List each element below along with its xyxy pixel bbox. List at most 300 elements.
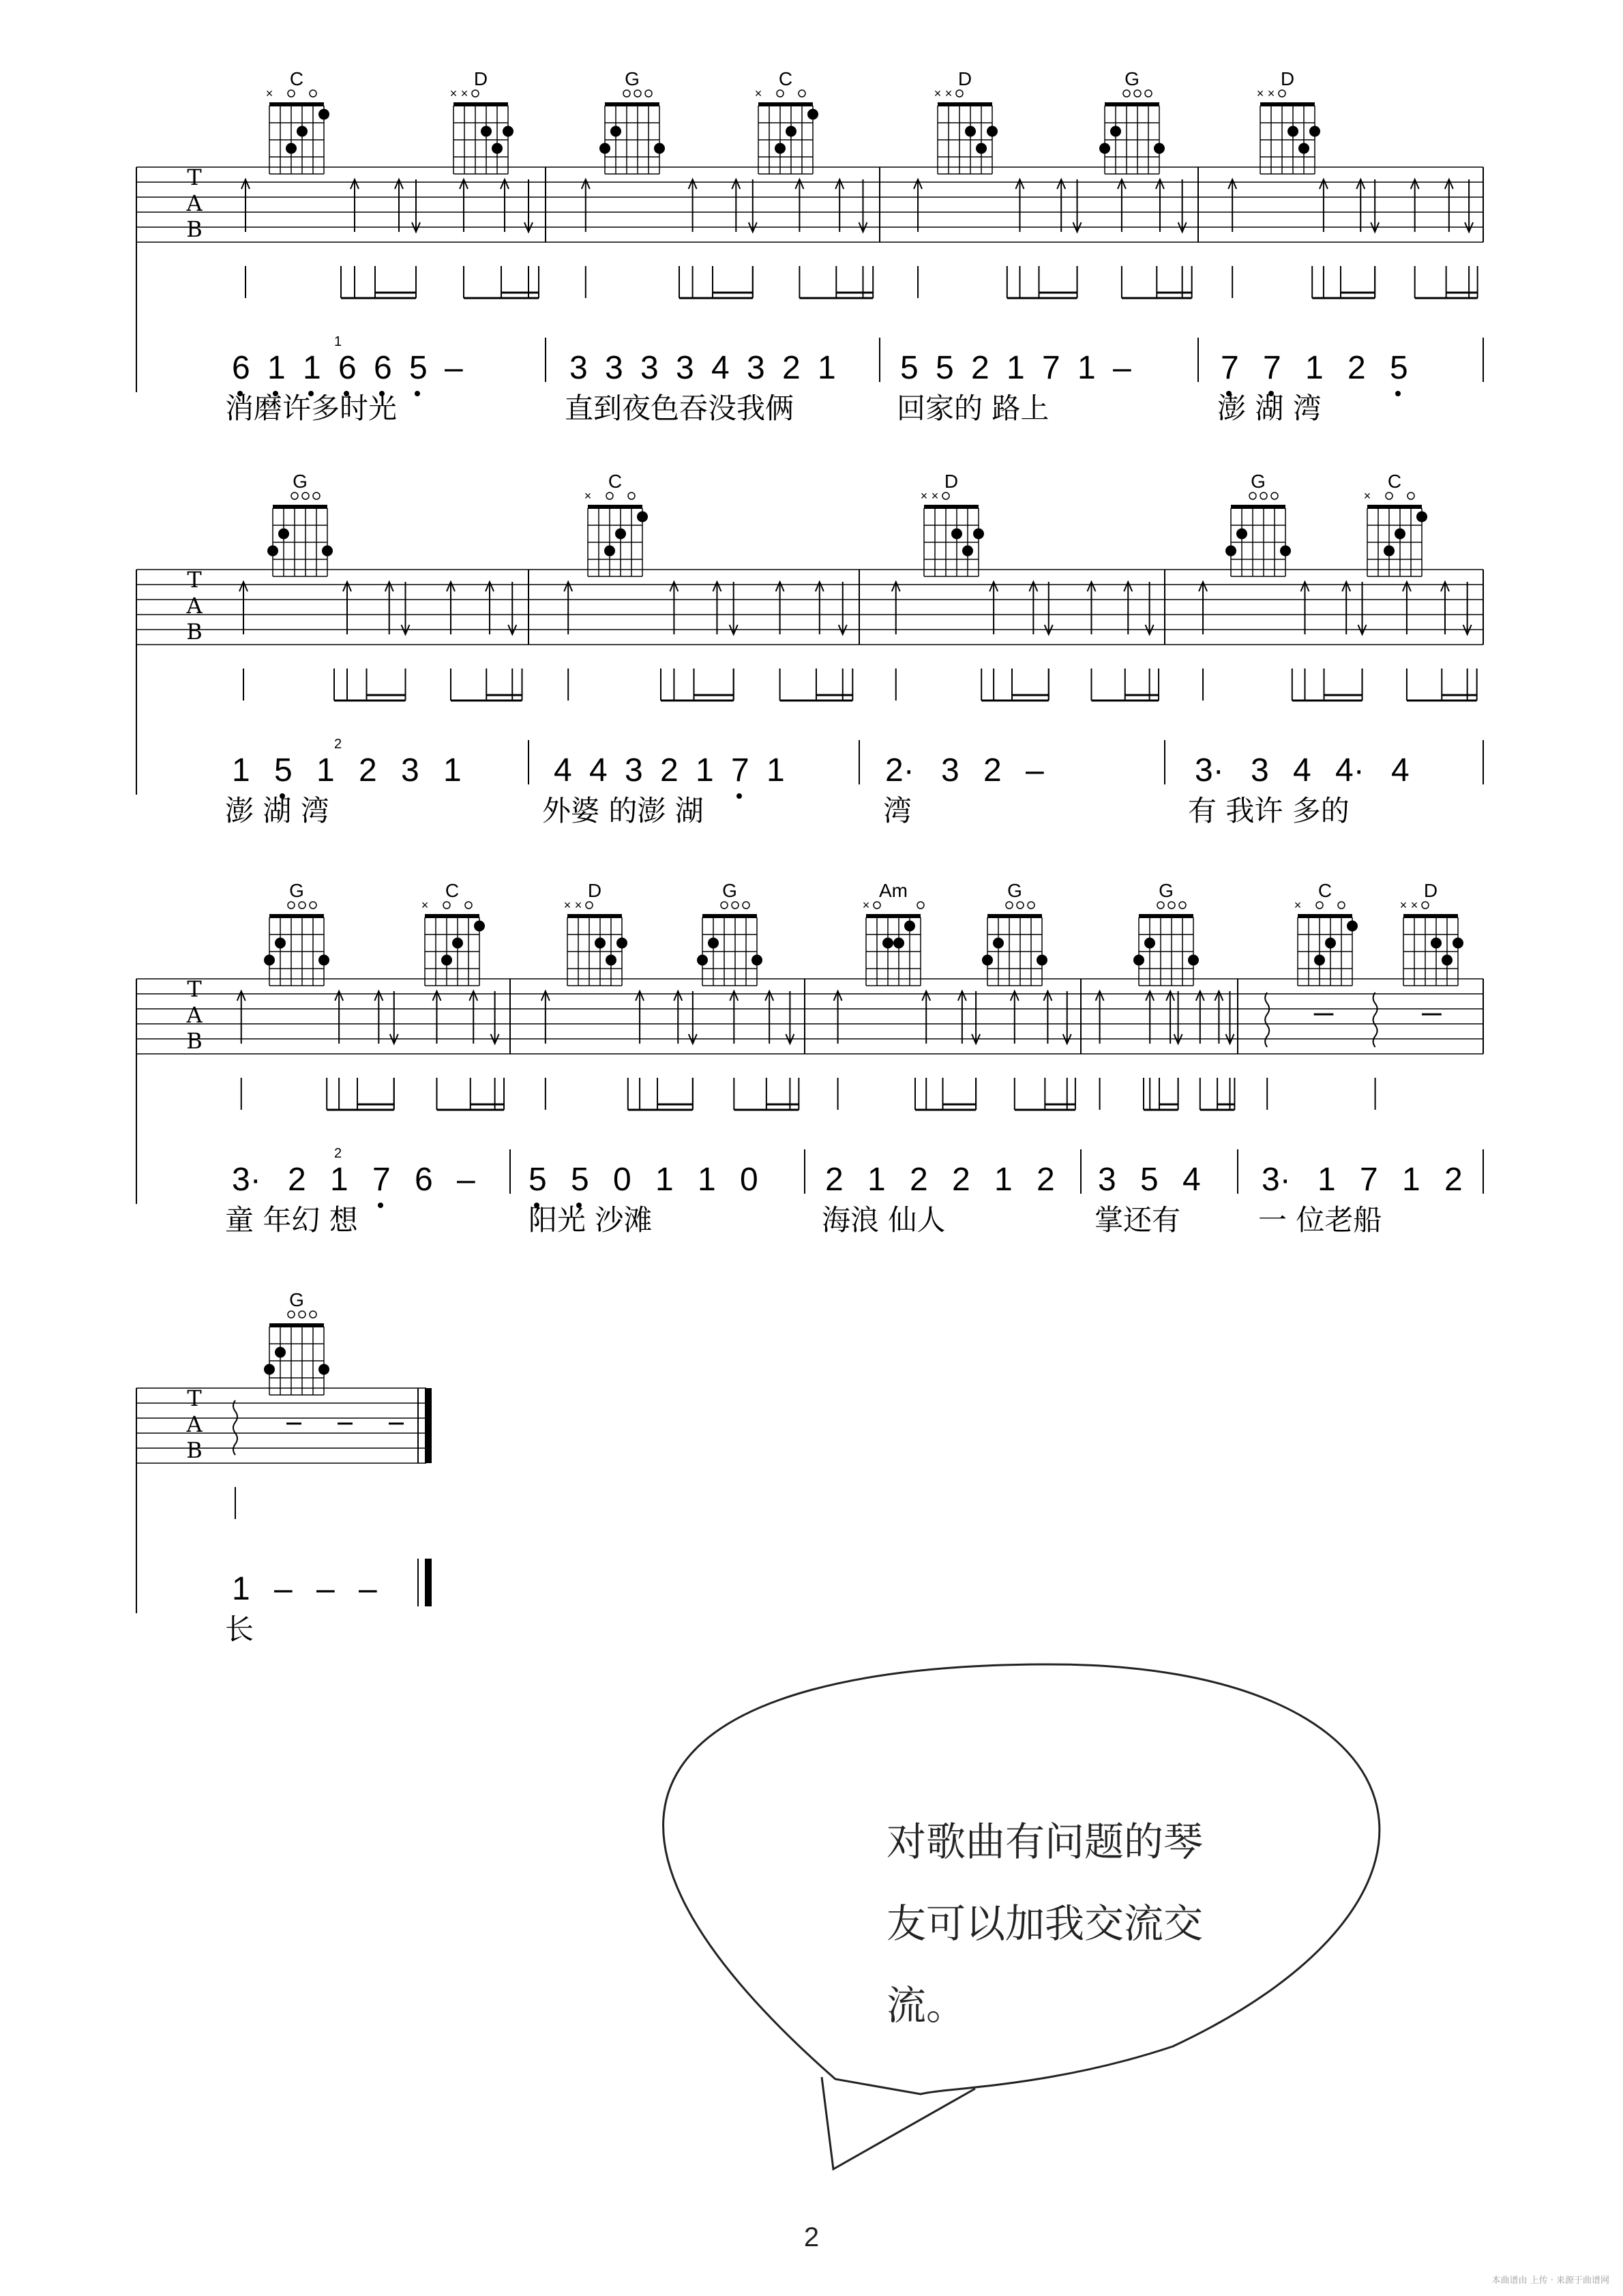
chord-open-mark [313, 492, 320, 499]
chord-open-mark [799, 90, 805, 97]
tab-clef-letter: A [186, 190, 203, 216]
chord-diagram [450, 68, 513, 174]
chord-open-mark [1168, 902, 1175, 909]
jianpu-measure [825, 1162, 1055, 1198]
lyric-text: 海浪 仙人 [822, 1203, 946, 1237]
jianpu-note: 1 [303, 350, 321, 386]
chord-open-mark [443, 902, 450, 909]
chord-finger-dot [606, 955, 616, 966]
tab-clef-letter: T [187, 567, 202, 593]
tab-clef-letter: T [187, 164, 202, 190]
chord-finger-dot [318, 1364, 329, 1375]
chord-mute-mark: × [563, 898, 571, 912]
chord-open-mark [586, 902, 593, 909]
jianpu-note: 3 [1251, 752, 1269, 789]
chord-finger-dot [1395, 529, 1405, 540]
jianpu-note: 1 [267, 350, 286, 386]
bubble-message [887, 1801, 1268, 2046]
chord-finger-dot [1442, 955, 1453, 966]
jianpu-note: 3· [232, 1162, 261, 1198]
jianpu-note: 4· [1335, 752, 1365, 789]
chord-diagram [264, 880, 329, 986]
chord-finger-dot [654, 143, 665, 154]
chord-finger-dot [1314, 955, 1325, 966]
chord-mute-mark: × [944, 87, 953, 100]
lyric-text: 消磨许多时光 [225, 392, 398, 425]
lyric-text: 湾 [883, 794, 912, 827]
jianpu-note: 1 [655, 1162, 674, 1198]
chord-finger-dot [1280, 546, 1291, 557]
jianpu-note: 2 [359, 752, 377, 789]
jianpu-measure [232, 737, 462, 799]
chord-name: G [1007, 880, 1022, 901]
jianpu-note: 5 [936, 350, 954, 386]
jianpu-note: 4 [589, 752, 608, 789]
jianpu-measure [1221, 350, 1408, 396]
chord-diagram [584, 471, 648, 576]
chord-name: D [1423, 880, 1438, 901]
jianpu-note: 1 [330, 1162, 348, 1198]
chord-finger-dot [1133, 955, 1144, 966]
chord-open-mark [1179, 902, 1186, 909]
jianpu-measure [1262, 1162, 1463, 1198]
chord-finger-dot [1384, 546, 1395, 557]
chord-finger-dot [993, 938, 1004, 949]
chord-finger-dot [973, 529, 984, 540]
octave-dot-low [1395, 391, 1401, 396]
chord-diagram [1364, 471, 1427, 576]
chord-diagram [1257, 68, 1320, 174]
jianpu-note: 4 [1391, 752, 1410, 789]
chord-finger-dot [599, 143, 610, 154]
chord-diagram [1133, 880, 1199, 986]
jianpu-note: 7 [1221, 350, 1239, 386]
music-system [136, 164, 1483, 425]
jianpu-note: 3· [1195, 752, 1224, 789]
chord-diagram [599, 68, 665, 174]
chord-open-mark [1134, 90, 1141, 97]
chord-name: G [289, 880, 304, 901]
chord-diagram [421, 880, 485, 986]
chord-diagram [1099, 68, 1165, 174]
jianpu-measure [900, 350, 1131, 386]
jianpu-note: 1 [1402, 1162, 1420, 1198]
jianpu-note: 1 [818, 350, 836, 386]
chord-open-mark [465, 902, 472, 909]
chord-finger-dot [987, 126, 998, 137]
jianpu-note: – [445, 350, 463, 386]
chord-finger-dot [962, 546, 973, 557]
chord-diagram [266, 68, 329, 174]
jianpu-note: 6 [338, 350, 357, 386]
jianpu-note: 3 [941, 752, 959, 789]
jianpu-note: 2 [1037, 1162, 1055, 1198]
lyric-text: 回家的 路上 [897, 392, 1049, 425]
grace-note: 2 [334, 1146, 342, 1161]
jianpu-note: 4 [1182, 1162, 1201, 1198]
chord-diagram [755, 68, 818, 174]
jianpu-note: 6 [374, 350, 392, 386]
jianpu-note: – [359, 1571, 377, 1607]
jianpu-note: 5 [528, 1162, 547, 1198]
jianpu-note: 1 [696, 752, 714, 789]
chord-name: D [473, 68, 488, 89]
chord-mute-mark: × [920, 489, 928, 503]
jianpu-note: – [1113, 350, 1131, 386]
chord-name: D [957, 68, 972, 89]
bubble-line: 友可以加我交流交 [887, 1900, 1204, 1947]
chord-diagram [982, 880, 1047, 986]
jianpu-note: 5 [1140, 1162, 1159, 1198]
chord-name: G [293, 471, 308, 492]
lyric-text: 澎 湖 湾 [225, 794, 329, 827]
jianpu-note: 3 [676, 350, 694, 386]
jianpu-note: 7 [731, 752, 749, 789]
chord-open-mark [732, 902, 739, 909]
chord-open-mark [1006, 902, 1013, 909]
chord-finger-dot [893, 938, 904, 949]
chord-open-mark [1260, 492, 1267, 499]
chord-finger-dot [1188, 955, 1199, 966]
chord-finger-dot [595, 938, 606, 949]
watermark: 本曲谱由 上传 · 来源于曲谱网 [1491, 2276, 1609, 2286]
chord-open-mark [299, 902, 306, 909]
octave-dot-low [736, 793, 742, 799]
chord-name: D [1280, 68, 1295, 89]
chord-finger-dot [1309, 126, 1320, 137]
chord-open-mark [942, 492, 949, 499]
chord-mute-mark: × [449, 87, 458, 100]
chord-mute-mark: × [934, 87, 942, 100]
jianpu-note: 1 [867, 1162, 886, 1198]
jianpu-measure [232, 1146, 475, 1208]
jianpu-note: – [1026, 752, 1044, 789]
chord-mute-mark: × [460, 87, 468, 100]
jianpu-note: – [274, 1571, 293, 1607]
chord-name: G [289, 1289, 304, 1310]
chord-mute-mark: × [421, 898, 429, 912]
chord-finger-dot [264, 1364, 275, 1375]
chord-finger-dot [637, 512, 648, 523]
chord-finger-dot [1144, 938, 1155, 949]
jianpu-note: 5 [571, 1162, 589, 1198]
jianpu-note: 3· [1262, 1162, 1291, 1198]
chord-mute-mark: × [931, 489, 939, 503]
chord-finger-dot [452, 938, 463, 949]
jianpu-note: 1 [1317, 1162, 1336, 1198]
jianpu-note: 3 [747, 350, 765, 386]
jianpu-measure [528, 1162, 758, 1208]
octave-dot-low [415, 391, 420, 396]
jianpu-note: 1 [232, 752, 250, 789]
chord-finger-dot [615, 529, 626, 540]
music-system [136, 976, 1483, 1237]
lyric-text: 掌还有 [1095, 1203, 1181, 1237]
chord-open-mark [1249, 492, 1256, 499]
octave-dot-low [378, 1203, 383, 1208]
jianpu-note: 7 [1042, 350, 1060, 386]
chord-mute-mark: × [584, 489, 592, 503]
jianpu-note: 3 [605, 350, 623, 386]
lyric-text: 一 位老船 [1258, 1203, 1382, 1237]
chord-finger-dot [503, 126, 513, 137]
chord-open-mark [628, 492, 635, 499]
chord-finger-dot [492, 143, 503, 154]
chord-name: C [608, 471, 623, 492]
chord-finger-dot [474, 921, 485, 932]
jianpu-note: 5 [900, 350, 919, 386]
final-bar-line [425, 1388, 432, 1463]
jianpu-measure [232, 1571, 377, 1607]
jianpu-measure [554, 752, 785, 799]
chord-finger-dot [1037, 955, 1047, 966]
tab-clef-letter: A [186, 1002, 203, 1028]
jianpu-measure [232, 334, 463, 396]
chord-name: D [587, 880, 602, 901]
chord-mute-mark: × [1410, 898, 1418, 912]
tab-clef-letter: B [186, 1437, 203, 1463]
chord-finger-dot [982, 955, 993, 966]
chord-open-mark [288, 1311, 295, 1318]
lyric-text: 澎 湖 湾 [1217, 392, 1322, 425]
chord-open-mark [743, 902, 749, 909]
chord-name: G [1159, 880, 1174, 901]
chord-diagram [921, 471, 984, 576]
tab-clef-letter: B [186, 619, 203, 645]
jianpu-note: 1 [994, 1162, 1013, 1198]
jianpu-note: 1 [1007, 350, 1025, 386]
chord-finger-dot [976, 143, 987, 154]
chord-open-mark [288, 90, 295, 97]
jianpu-measure [1098, 1162, 1201, 1198]
final-bar-line [425, 1559, 432, 1606]
jianpu-note: 3 [1098, 1162, 1116, 1198]
jianpu-note: 2 [288, 1162, 306, 1198]
jianpu-note: – [316, 1571, 335, 1607]
chord-open-mark [1157, 902, 1164, 909]
tab-clef-letter: A [186, 593, 203, 619]
lyric-text: 直到夜色吞没我俩 [565, 392, 794, 425]
chord-finger-dot [1154, 143, 1165, 154]
chord-finger-dot [786, 126, 796, 137]
chord-diagram [697, 880, 762, 986]
chord-open-mark [472, 90, 479, 97]
chord-open-mark [1123, 90, 1130, 97]
jianpu-measure [569, 350, 836, 386]
jianpu-note: 2 [660, 752, 679, 789]
jianpu-note: 6 [232, 350, 250, 386]
jianpu-note: 1 [232, 1571, 250, 1607]
chord-open-mark [1279, 90, 1285, 97]
chord-open-mark [1017, 902, 1024, 909]
chord-open-mark [302, 492, 309, 499]
music-system [136, 567, 1483, 827]
tab-clef-letter: B [186, 216, 203, 242]
lyric-text: 童 年幻 想 [225, 1203, 358, 1237]
chord-name: C [1387, 471, 1402, 492]
jianpu-note: 3 [640, 350, 659, 386]
page-number: 2 [803, 2222, 820, 2252]
chord-finger-dot [275, 938, 286, 949]
chord-diagram [564, 880, 627, 986]
jianpu-note: 5 [409, 350, 428, 386]
chord-diagram [264, 1289, 329, 1395]
jianpu-note: 7 [1360, 1162, 1378, 1198]
jianpu-measure [885, 752, 1044, 789]
chord-open-mark [1386, 492, 1393, 499]
chord-mute-mark: × [754, 87, 762, 100]
jianpu-note: 1 [1077, 350, 1096, 386]
tab-clef-letter: T [187, 976, 202, 1002]
chord-name: C [289, 68, 304, 89]
chord-mute-mark: × [1267, 87, 1275, 100]
chord-finger-dot [610, 126, 621, 137]
chord-name: C [778, 68, 793, 89]
chord-finger-dot [807, 109, 818, 120]
chord-finger-dot [286, 143, 297, 154]
chord-diagram [267, 471, 333, 576]
tab-clef-letter: B [186, 1028, 203, 1054]
jianpu-note: 4 [1293, 752, 1311, 789]
chord-finger-dot [297, 126, 308, 137]
chord-open-mark [310, 90, 316, 97]
jianpu-note: 2 [1444, 1162, 1463, 1198]
chord-open-mark [874, 902, 880, 909]
chord-finger-dot [1453, 938, 1463, 949]
chord-diagram [1294, 880, 1358, 986]
jianpu-note: 5 [1390, 350, 1408, 386]
chord-finger-dot [318, 955, 329, 966]
chord-mute-mark: × [862, 898, 870, 912]
chord-finger-dot [264, 955, 275, 966]
chord-finger-dot [616, 938, 627, 949]
lyric-text: 有 我许 多的 [1188, 794, 1350, 827]
chord-open-mark [956, 90, 963, 97]
chord-finger-dot [1416, 512, 1427, 523]
chord-diagram [1400, 880, 1463, 986]
chord-open-mark [917, 902, 924, 909]
chord-open-mark [310, 902, 316, 909]
jianpu-note: 1 [766, 752, 785, 789]
jianpu-note: 0 [613, 1162, 631, 1198]
chord-diagram [863, 880, 924, 986]
chord-open-mark [1408, 492, 1414, 499]
jianpu-note: 6 [415, 1162, 433, 1198]
chord-finger-dot [1431, 938, 1442, 949]
chord-finger-dot [322, 546, 333, 557]
chord-name: G [1125, 68, 1140, 89]
lyric-text: 长 [225, 1613, 254, 1646]
jianpu-note: 2 [782, 350, 801, 386]
chord-open-mark [310, 1311, 316, 1318]
lyric-text: 外婆 的澎 湖 [542, 794, 704, 827]
chord-open-mark [1316, 902, 1323, 909]
music-system [136, 1385, 432, 1646]
jianpu-note: 1 [316, 752, 335, 789]
chord-open-mark [1338, 902, 1345, 909]
chord-finger-dot [904, 921, 915, 932]
jianpu-note: 2 [983, 752, 1002, 789]
chord-open-mark [606, 492, 613, 499]
bubble-line: 对歌曲有问题的琴 [887, 1819, 1204, 1865]
jianpu-note: 2 [1347, 350, 1366, 386]
rolled-chord [233, 1400, 237, 1455]
chord-mute-mark: × [1363, 489, 1371, 503]
jianpu-note: 2· [885, 752, 914, 789]
jianpu-note: 3 [569, 350, 588, 386]
chord-mute-mark: × [265, 87, 273, 100]
jianpu-note: 1 [1305, 350, 1324, 386]
chord-mute-mark: × [1399, 898, 1408, 912]
chord-finger-dot [1347, 921, 1358, 932]
chord-open-mark [299, 1311, 306, 1318]
chord-name: G [722, 880, 737, 901]
jianpu-note: 1 [443, 752, 462, 789]
jianpu-note: 2 [971, 350, 989, 386]
chord-finger-dot [1287, 126, 1298, 137]
chord-name: D [944, 471, 959, 492]
chord-finger-dot [965, 126, 976, 137]
jianpu-note: 4 [711, 350, 730, 386]
chord-open-mark [634, 90, 641, 97]
chord-finger-dot [1236, 529, 1247, 540]
chord-finger-dot [1099, 143, 1110, 154]
chord-finger-dot [1225, 546, 1236, 557]
chord-finger-dot [708, 938, 719, 949]
chord-finger-dot [697, 955, 708, 966]
chord-finger-dot [951, 529, 962, 540]
jianpu-measure [1195, 752, 1410, 789]
chord-open-mark [1145, 90, 1152, 97]
chord-open-mark [1028, 902, 1034, 909]
tab-clef-letter: T [187, 1385, 202, 1411]
chord-finger-dot [481, 126, 492, 137]
jianpu-note: – [457, 1162, 475, 1198]
jianpu-note: 2 [952, 1162, 970, 1198]
chord-name: C [1317, 880, 1332, 901]
grace-note: 2 [334, 737, 342, 752]
chord-finger-dot [751, 955, 762, 966]
tab-clef-letter: A [186, 1411, 203, 1437]
jianpu-note: 3 [401, 752, 419, 789]
jianpu-note: 2 [910, 1162, 928, 1198]
jianpu-note: 5 [274, 752, 293, 789]
chord-mute-mark: × [1294, 898, 1302, 912]
lyric-text: 阳光 沙滩 [528, 1203, 653, 1237]
chord-finger-dot [267, 546, 278, 557]
chord-name: G [625, 68, 640, 89]
chord-open-mark [291, 492, 298, 499]
chord-open-mark [1271, 492, 1278, 499]
jianpu-note: 4 [554, 752, 572, 789]
chord-diagram [1225, 471, 1291, 576]
chord-finger-dot [882, 938, 893, 949]
chord-name: C [445, 880, 460, 901]
jianpu-note: 1 [698, 1162, 716, 1198]
chord-open-mark [721, 902, 728, 909]
jianpu-note: 2 [825, 1162, 844, 1198]
chord-diagram [934, 68, 998, 174]
jianpu-note: 3 [625, 752, 643, 789]
jianpu-note: 7 [1263, 350, 1281, 386]
chord-finger-dot [318, 109, 329, 120]
grace-note: 1 [334, 334, 342, 349]
chord-name: G [1251, 471, 1266, 492]
jianpu-note: 7 [372, 1162, 391, 1198]
chord-open-mark [645, 90, 652, 97]
chord-mute-mark: × [574, 898, 582, 912]
chord-finger-dot [775, 143, 786, 154]
